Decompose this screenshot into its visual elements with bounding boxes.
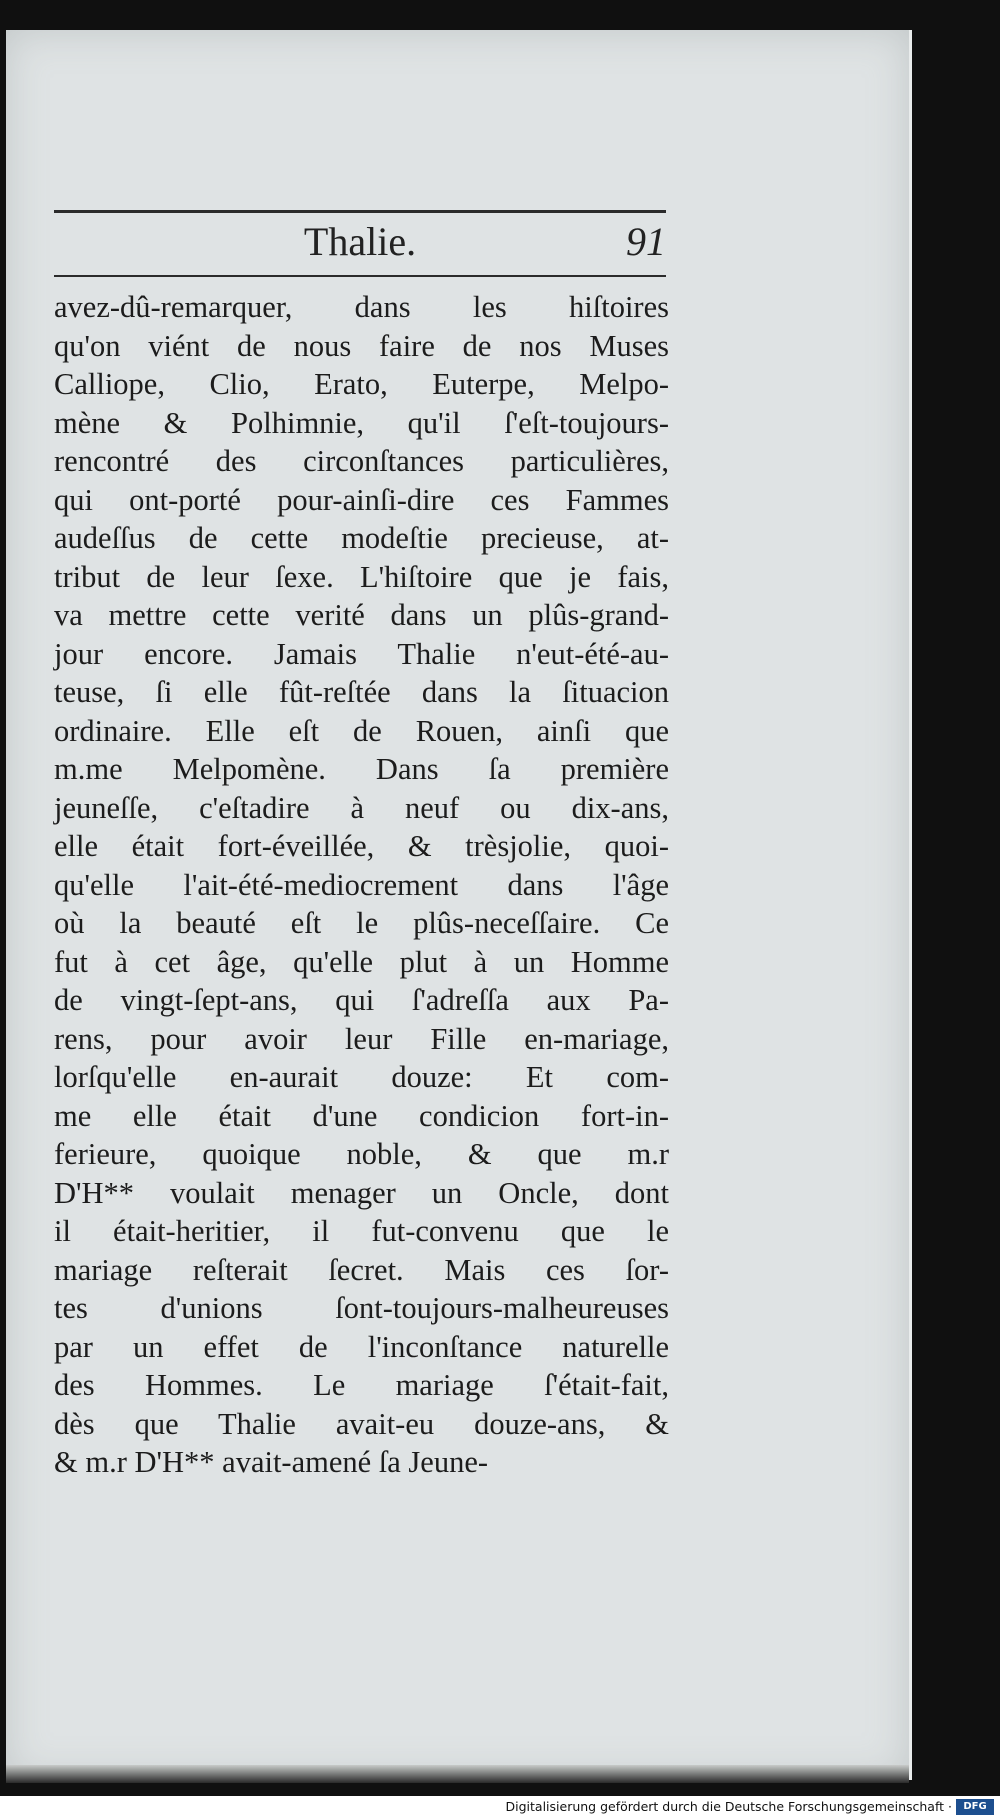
text-line: va mettre cette verité dans un plûs-grand- xyxy=(54,598,669,632)
text-line: tribut de leur ſexe. L'hiſtoire que je fais, xyxy=(54,559,669,594)
text-line: de vingt-ſept-ans, qui ſ'adreſſa aux Pa- xyxy=(54,983,669,1017)
text-line: me elle était d'une condicion fort-in- xyxy=(54,1098,669,1133)
running-head-title: Thalie. xyxy=(303,219,417,264)
funding-credit: Digitalisierung gefördert durch die Deutsche Forschungsgemeinschaft · xyxy=(505,1799,952,1814)
text-line: des Hommes. Le mariage ſ'était-fait, xyxy=(54,1368,669,1402)
digitization-footer xyxy=(0,1796,1000,1818)
text-line: rencontré des circonſtances particulières, xyxy=(54,444,669,478)
text-line: elle était fort-éveillée, & trèsjolie, quoi- xyxy=(54,829,669,863)
text-line: teuse, ſi elle fût-reſtée dans la ſituacion xyxy=(54,675,669,709)
text-line: ordinaire. Elle eſt de Rouen, ainſi que xyxy=(54,713,669,748)
page-bottom-edge xyxy=(6,1765,909,1783)
text-line: qu'elle l'ait-été-mediocrement dans l'âge xyxy=(54,867,669,902)
text-line: avez-dû-remarquer, dans les hiſtoires xyxy=(54,290,669,324)
text-line: dès que Thalie avait-eu douze-ans, & xyxy=(54,1406,669,1441)
text-line: & m.r D'H** avait-amené ſa Jeune- xyxy=(54,1445,489,1479)
text-line: tes d'unions ſont-toujours-malheureuses xyxy=(54,1291,669,1325)
text-line: mariage reſterait ſecret. Mais ces ſor- xyxy=(54,1252,669,1287)
text-line: m.me Melpomène. Dans ſa première xyxy=(54,752,669,786)
text-line: ferieure, quoique noble, & que m.r xyxy=(54,1137,669,1171)
header-rule-top xyxy=(54,210,666,213)
dfg-logo: DFG xyxy=(956,1799,994,1815)
header-rule-bottom xyxy=(54,275,666,277)
text-line: où la beauté eſt le plûs-neceſſaire. Ce xyxy=(54,906,669,940)
text-line: qui ont-porté pour-ainſi-dire ces Fammes xyxy=(54,482,669,517)
text-line: mène & Polhimnie, qu'il ſ'eſt-toujours- xyxy=(54,405,669,440)
text-line: qu'on viént de nous faire de nos Muses xyxy=(54,328,669,363)
running-head xyxy=(54,218,666,270)
body-text xyxy=(54,288,669,1482)
page-number: 91 xyxy=(626,219,666,264)
text-line: rens, pour avoir leur Fille en-mariage, xyxy=(54,1021,669,1056)
text-line: jeuneſſe, c'eſtadire à neuf ou dix-ans, xyxy=(54,790,669,825)
text-line: fut à cet âge, qu'elle plut à un Homme xyxy=(54,944,669,979)
text-line: lorſqu'elle en-aurait douze: Et com- xyxy=(54,1060,669,1094)
text-line: jour encore. Jamais Thalie n'eut-été-au- xyxy=(54,636,669,671)
text-line: D'H** voulait menager un Oncle, dont xyxy=(54,1175,669,1210)
text-line: Calliope, Clio, Erato, Euterpe, Melpo- xyxy=(54,367,669,401)
book-page xyxy=(6,30,912,1780)
text-line: audeſſus de cette modeſtie precieuse, at- xyxy=(54,521,669,555)
text-line: par un effet de l'inconſtance naturelle xyxy=(54,1329,669,1364)
text-line: il était-heritier, il fut-convenu que le xyxy=(54,1214,669,1248)
